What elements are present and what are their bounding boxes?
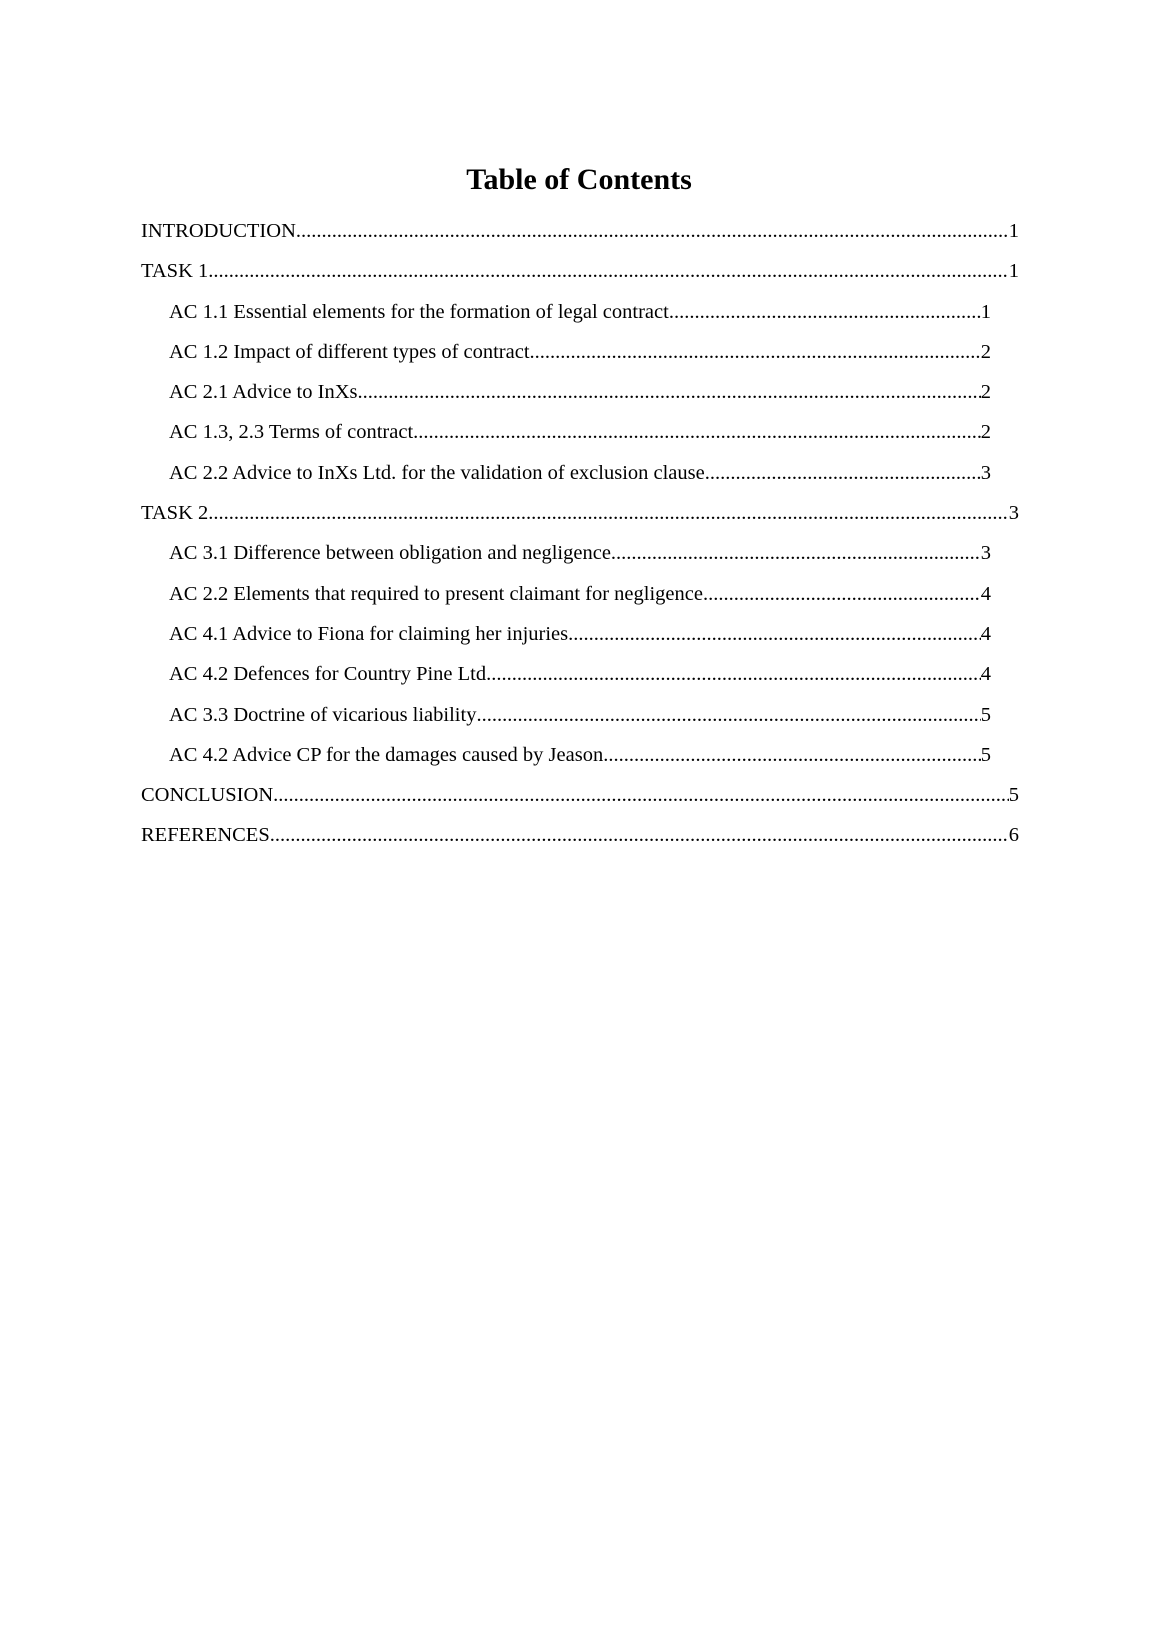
dot-leader (603, 740, 981, 770)
toc-entry-label: AC 3.3 Doctrine of vicarious liability (169, 703, 477, 726)
toc-entry-ac-2-1[interactable] (169, 377, 991, 417)
toc-entry-ac-1-3-2-3[interactable] (169, 417, 991, 457)
dot-leader (273, 780, 1009, 810)
toc-entry-label: REFERENCES (141, 824, 270, 847)
dot-leader (705, 458, 981, 488)
toc-entry-label: AC 4.2 Advice CP for the damages caused by Jeason (169, 743, 604, 766)
toc-page-number: 1 (1008, 260, 1019, 283)
toc-entry-ac-2-2-exclusion[interactable] (169, 458, 991, 498)
toc-entry-ac-1-1[interactable] (169, 297, 991, 337)
dot-leader (357, 377, 980, 407)
toc-entry-label: AC 2.1 Advice to InXs (169, 381, 358, 404)
toc-page-number: 3 (1008, 502, 1019, 525)
toc-entry-ac-3-1[interactable] (169, 538, 991, 578)
dot-leader (208, 498, 1008, 528)
dot-leader (208, 256, 1008, 286)
toc-entry-conclusion[interactable] (141, 780, 1019, 820)
dot-leader (476, 700, 980, 730)
toc-entry-label: CONCLUSION (141, 784, 274, 807)
toc-entry-label: TASK 2 (141, 502, 209, 525)
toc-title: Table of Contents (466, 163, 692, 196)
toc-entry-label: AC 4.1 Advice to Fiona for claiming her injuries (169, 622, 569, 645)
toc-entry-label: AC 2.2 Advice to InXs Ltd. for the validation of exclusion clause (169, 461, 705, 484)
toc-page-number: 3 (980, 542, 991, 565)
toc-page-number: 1 (980, 300, 991, 323)
toc-entry-task-1[interactable] (141, 256, 1019, 296)
dot-leader (296, 216, 1009, 246)
toc-entry-ac-3-3[interactable] (169, 700, 991, 740)
toc-entry-ac-4-2-defences[interactable] (169, 659, 991, 699)
toc-page-number: 2 (980, 421, 991, 444)
toc-page-number: 5 (1008, 784, 1019, 807)
toc-entry-label: AC 2.2 Elements that required to present claimant for negligence (169, 582, 703, 605)
toc-entry-label: AC 1.3, 2.3 Terms of contract (169, 421, 414, 444)
dot-leader (413, 417, 981, 447)
toc-page-number: 4 (980, 663, 991, 686)
toc-page-number: 1 (1008, 220, 1019, 242)
dot-leader (491, 659, 981, 689)
toc-entry-label: AC 4.2 Defences for Country Pine Ltd. (169, 663, 492, 686)
dot-leader (611, 538, 981, 568)
toc-entry-label: TASK 1 (141, 260, 209, 283)
toc-entry-label: AC 1.2 Impact of different types of contract (169, 340, 530, 363)
dot-leader (270, 820, 1009, 850)
toc-page-number: 5 (980, 743, 991, 766)
toc-entry-ac-2-2-negligence[interactable] (169, 579, 991, 619)
dot-leader (703, 579, 981, 609)
toc-entry-references[interactable] (141, 820, 1019, 860)
toc-entry-task-2[interactable] (141, 498, 1019, 538)
toc-entry-ac-4-2-advice-cp[interactable] (169, 740, 991, 780)
toc-page-number: 2 (980, 381, 991, 404)
toc-entry-ac-1-2[interactable] (169, 337, 991, 377)
toc-page-number: 2 (980, 340, 991, 363)
toc-page-number: 4 (980, 622, 991, 645)
toc-entry-label: AC 1.1 Essential elements for the formation of legal contract (169, 300, 669, 323)
toc-page-number: 4 (980, 582, 991, 605)
toc-page-number: 5 (980, 703, 991, 726)
toc-entry-introduction[interactable] (141, 216, 1019, 256)
toc-page-number: 6 (1008, 824, 1019, 847)
toc-entry-label: AC 3.1 Difference between obligation and negligence (169, 542, 611, 565)
dot-leader (530, 337, 981, 367)
dot-leader (568, 619, 981, 649)
dot-leader (669, 297, 981, 327)
toc-entry-ac-4-1[interactable] (169, 619, 991, 659)
toc-page-number: 3 (980, 461, 991, 484)
toc-entry-label: INTRODUCTION (141, 220, 296, 242)
toc-list (141, 216, 1019, 861)
